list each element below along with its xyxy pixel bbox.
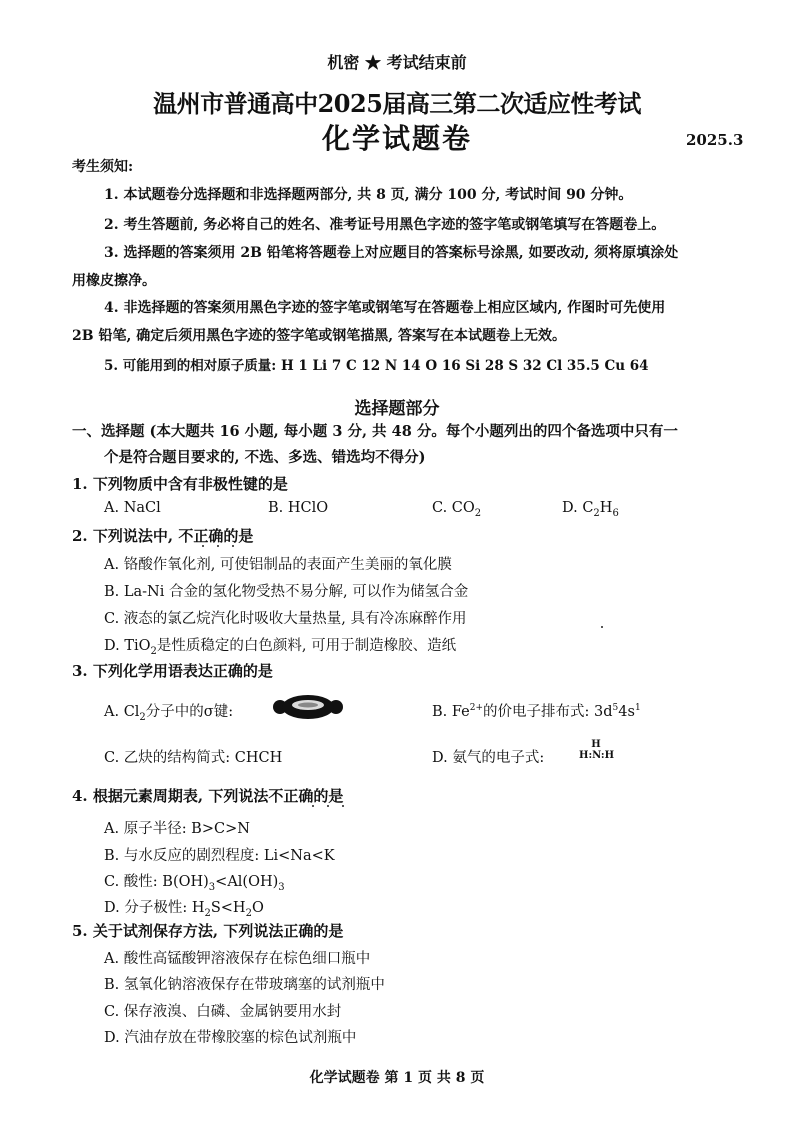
question-2-option-b: B. La-Ni 合金的氢化物受热不易分解, 可以作为储氢合金 — [104, 584, 469, 600]
question-2-option-c: C. 液态的氯乙烷汽化时吸收大量热量, 具有冷冻麻醉作用 — [104, 611, 467, 627]
confidential-label: 机密 ★ 考试结束前 — [327, 53, 467, 72]
question-1-option-a: A. NaCl — [104, 500, 161, 516]
section-title: 选择题部分 — [354, 399, 440, 419]
emphasis-dot — [202, 545, 204, 547]
emphasis-dot — [217, 545, 219, 547]
question-4-option-c: C. 酸性: $B(OH)_3<Al(OH)_3$ — [104, 874, 285, 893]
question-5-option-b: B. 氢氧化钠溶液保存在带玻璃塞的试剂瓶中 — [104, 977, 385, 993]
notice-item-1: 1. 本试题卷分选择题和非选择题两部分, 共 8 页, 满分 100 分, 考试时间 90 分钟。 — [104, 187, 633, 203]
question-4-option-b: B. 与水反应的剧烈程度: Li<Na<K — [104, 848, 335, 864]
exam-date: 2025.3 — [686, 131, 744, 149]
emphasis-dot — [232, 545, 234, 547]
question-4-option-a: A. 原子半径: B>C>N — [104, 821, 250, 837]
emphasis-dot — [342, 805, 344, 807]
question-3-stem: 3. 下列化学用语表达正确的是 — [72, 662, 273, 680]
question-1-option-b: B. HClO — [268, 500, 329, 516]
page-footer: 化学试题卷 第 1 页 共 8 页 — [309, 1070, 485, 1086]
question-3-option-c: C. 乙炔的结构简式: CHCH — [104, 750, 283, 766]
notice-heading: 考生须知: — [72, 159, 134, 175]
question-3-option-b: B. $Fe^{2+}$的价电子排布式: $3d^54s^1$ — [432, 703, 641, 720]
notice-item-4: 4. 非选择题的答案须用黑色字迹的签字笔或钢笔写在答题卷上相应区域内, 作图时可先使用 — [104, 300, 666, 316]
question-1-stem: 1. 下列物质中含有非极性键的是 — [72, 475, 288, 493]
question-5-option-c: C. 保存液溴、白磷、金属钠要用水封 — [104, 1004, 342, 1020]
speck-dot — [601, 626, 603, 628]
emphasis-dot — [312, 805, 314, 807]
ammonia-electron-formula: H H:N:H — [579, 739, 615, 761]
notice-item-5: 5. 可能用到的相对原子质量: H 1 Li 7 C 12 N 14 O 16 Si 28 S 32 Cl 35.5 Cu 64 — [104, 358, 649, 374]
question-1-option-c: C. $CO_2$ — [432, 500, 482, 519]
question-4-stem: 4. 根据元素周期表, 下列说法不正确的是 — [72, 787, 344, 805]
notice-item-2: 2. 考生答题前, 务必将自己的姓名、准考证号用黑色字迹的签字笔或钢笔填写在答题卷上。 — [104, 217, 666, 233]
notice-item-3: 3. 选择题的答案须用 2B 铅笔将答题卷上对应题目的答案标号涂黑, 如要改动, 须将原填涂处 — [104, 245, 679, 261]
question-5-option-a: A. 酸性高锰酸钾溶液保存在棕色细口瓶中 — [104, 951, 371, 967]
question-1-option-d: D. $C_2H_6$ — [562, 500, 619, 519]
question-4-option-d: D. 分子极性: $H_2S<H_2O$ — [104, 900, 264, 919]
part1-instructions-cont: 个是符合题目要求的, 不选、多选、错选均不得分) — [104, 449, 426, 466]
question-5-stem: 5. 关于试剂保存方法, 下列说法正确的是 — [72, 922, 344, 940]
question-3-option-a: A. $Cl_2$分子中的σ键: — [104, 704, 234, 723]
notice-item-3-cont: 用橡皮擦净。 — [72, 273, 156, 289]
emphasis-dot — [327, 805, 329, 807]
question-5-option-d: D. 汽油存放在带橡胶塞的棕色试剂瓶中 — [104, 1030, 357, 1046]
question-3-option-d: D. 氨气的电子式: — [432, 750, 545, 766]
sigma-bond-orbital-diagram — [270, 690, 346, 724]
part1-instructions: 一、选择题 (本大题共 16 小题, 每小题 3 分, 共 48 分。每个小题列出的四个备选项中只有一 — [72, 423, 678, 440]
question-2-option-a: A. 铬酸作氧化剂, 可使铝制品的表面产生美丽的氧化膜 — [104, 557, 452, 573]
question-2-option-d: D. TiO$_2$是性质稳定的白色颜料, 可用于制造橡胶、造纸 — [104, 638, 457, 657]
question-2-stem: 2. 下列说法中, 不正确的是 — [72, 527, 254, 545]
exam-title: 温州市普通高中2025届高三第二次适应性考试 — [153, 89, 641, 118]
notice-item-4-cont: 2B 铅笔, 确定后须用黑色字迹的签字笔或钢笔描黑, 答案写在本试题卷上无效。 — [72, 328, 566, 344]
paper-title: 化学试题卷 — [321, 122, 472, 155]
